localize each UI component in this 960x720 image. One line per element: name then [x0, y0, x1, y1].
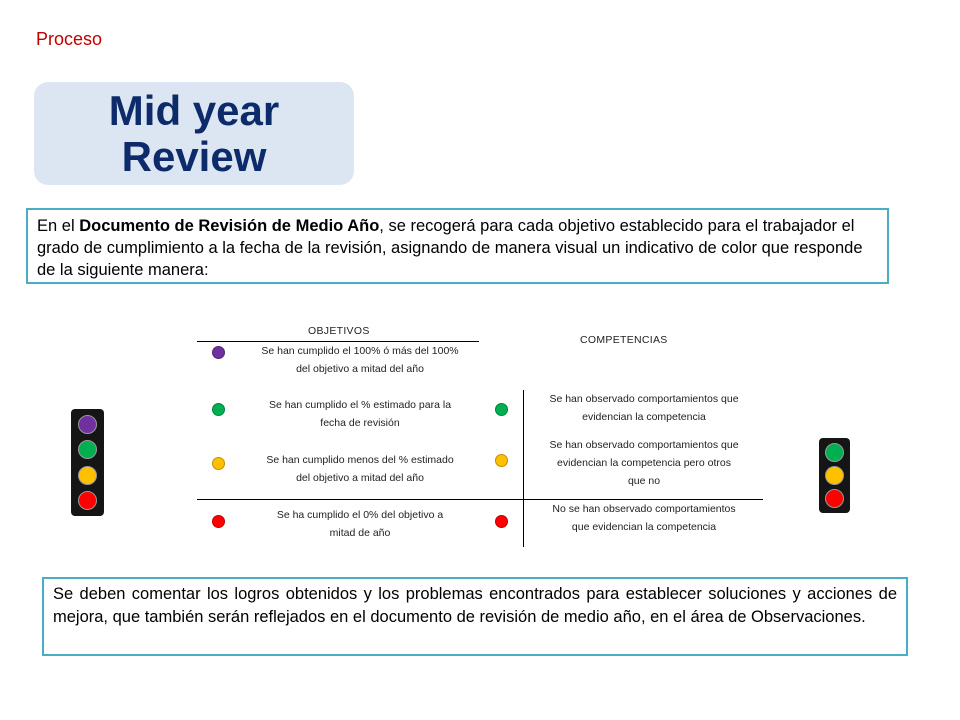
green-lamp	[78, 440, 97, 459]
objetivo-3-line2: del objetivo a mitad del año	[296, 472, 424, 484]
objetivo-1-line2: del objetivo a mitad del año	[296, 363, 424, 375]
competencias-header: COMPETENCIAS	[580, 334, 668, 346]
objetivo-1-line1: Se han cumplido el 100% ó más del 100%	[261, 345, 459, 357]
competencia-1-line1: Se han observado comportamientos que	[549, 393, 739, 405]
objetivo-2-line2: fecha de revisión	[320, 417, 400, 429]
purple-lamp	[78, 415, 97, 434]
intro-text-box	[26, 208, 889, 284]
yellow-dot-icon	[495, 454, 508, 467]
intro-text-bold: Documento de Revisión de Medio Año	[79, 217, 380, 235]
intro-text-part2: , se recogerá para cada objetivo establecido para el trabajador el grado de cumplimiento a la fecha de la revisión, asignando de manera visual un indicativo de color que responde de la siguiente manera:	[37, 217, 863, 279]
green-dot-icon	[212, 403, 225, 416]
red-dot-icon	[212, 515, 225, 528]
competencia-1-line2: evidencian la competencia	[582, 411, 706, 423]
green-lamp	[825, 443, 844, 462]
yellow-lamp	[825, 466, 844, 485]
yellow-dot-icon	[212, 457, 225, 470]
purple-dot-icon	[212, 346, 225, 359]
competencia-row-2	[528, 436, 760, 490]
yellow-lamp	[78, 466, 97, 485]
intro-text-part1: En el	[37, 217, 80, 235]
objetivo-4-line1: Se ha cumplido el 0% del objetivo a	[276, 509, 444, 521]
process-label: Proceso	[36, 29, 103, 49]
title-line-1: Mid year	[108, 86, 280, 134]
objetivos-header: OBJETIVOS	[308, 325, 370, 337]
competencia-2-line2: evidencian la competencia pero otros	[557, 457, 731, 469]
title-box	[34, 82, 354, 185]
objetivo-4-line2: mitad de año	[329, 527, 391, 539]
objetivo-row-4	[244, 506, 476, 542]
competencia-2-line1: Se han observado comportamientos que	[549, 439, 739, 451]
red-dot-icon	[495, 515, 508, 528]
traffic-light-four-icon	[71, 409, 104, 516]
competencia-3-line2: que evidencian la competencia	[571, 521, 717, 533]
objetivo-row-3	[244, 451, 476, 487]
objetivo-row-2	[244, 396, 476, 432]
competencia-row-1	[528, 390, 760, 426]
observations-note-text: Se deben comentar los logros obtenidos y los problemas encontrados para establecer soluciones y acciones de mejora, que también serán reflejados en el documento de revisión de medio año, en el área de Observaciones.	[53, 585, 897, 626]
title-line-2: Review	[121, 132, 267, 180]
red-lamp	[825, 489, 844, 508]
green-dot-icon	[495, 403, 508, 416]
observations-note-box	[42, 577, 908, 656]
column-divider	[523, 390, 524, 547]
red-lamp	[78, 491, 97, 510]
objetivo-row-1	[244, 342, 476, 378]
competencia-3-line1: No se han observado comportamientos	[552, 503, 736, 515]
traffic-light-three-icon	[819, 438, 850, 513]
competencia-row-3	[528, 500, 760, 536]
objetivo-2-line1: Se han cumplido el % estimado para la	[268, 399, 452, 411]
objetivo-3-line1: Se han cumplido menos del % estimado	[266, 454, 454, 466]
competencia-2-line3: que no	[627, 475, 661, 487]
